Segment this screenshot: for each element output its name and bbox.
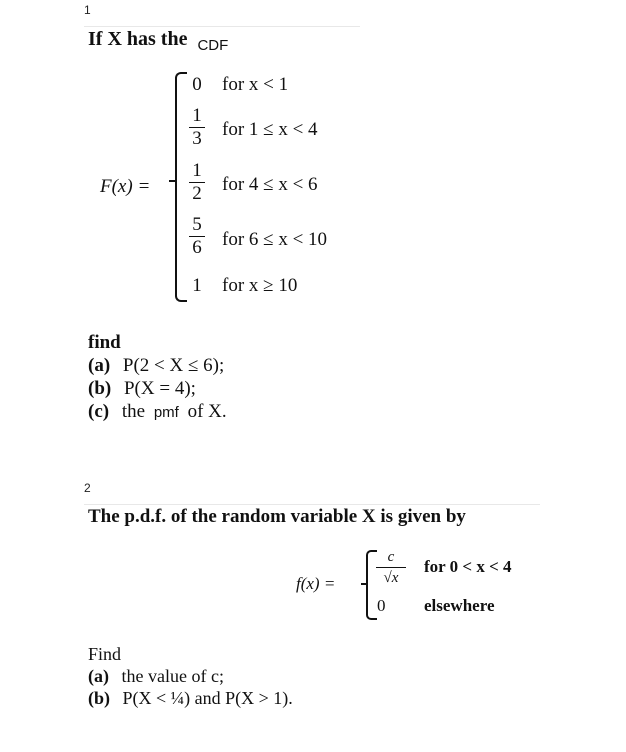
problem-2-part-a bbox=[88, 666, 224, 687]
part-a-text: P(2 < X ≤ 6); bbox=[122, 355, 225, 376]
problem-2-number: 2 bbox=[84, 481, 91, 495]
pdf-case-1-numerator: c bbox=[387, 549, 395, 565]
problem-1-intro-text: If X has the bbox=[88, 28, 188, 50]
problem-2-part-b bbox=[88, 688, 293, 709]
problem-1-part-c bbox=[88, 401, 227, 423]
p2-part-b-text: P(X < ¼) and P(X > 1). bbox=[122, 688, 293, 708]
cdf-case-4-fraction bbox=[186, 215, 208, 258]
cdf-case-4-condition: for 6 ≤ x < 10 bbox=[222, 229, 328, 250]
part-c-text-after: of X. bbox=[187, 401, 227, 422]
problem-2-intro: The p.d.f. of the random variable X is given by bbox=[88, 506, 466, 527]
part-b-text: P(X = 4); bbox=[123, 378, 196, 399]
p2-part-a-label: (a) bbox=[88, 666, 109, 686]
problem-1-intro bbox=[88, 28, 229, 54]
p2-part-b-label: (b) bbox=[88, 688, 110, 708]
problem-1-find-label: find bbox=[88, 332, 121, 353]
pdf-case-1-denominator: √x bbox=[383, 570, 399, 586]
part-b-label: (b) bbox=[88, 378, 112, 399]
part-c-text-before: the bbox=[121, 401, 146, 422]
cdf-case-3-condition: for 4 ≤ x < 6 bbox=[222, 174, 318, 195]
cdf-case-3-numerator: 1 bbox=[192, 160, 202, 181]
cdf-case-3-denominator: 2 bbox=[192, 183, 202, 204]
cdf-case-5-value: 1 bbox=[192, 275, 202, 296]
cdf-case-1-condition: for x < 1 bbox=[222, 74, 289, 95]
pdf-function-label: f(x) = bbox=[296, 574, 336, 593]
part-a-label: (a) bbox=[88, 355, 111, 376]
cdf-case-2-numerator: 1 bbox=[192, 105, 202, 126]
cdf-case-2-denominator: 3 bbox=[192, 128, 202, 149]
p2-part-a-text: the value of c; bbox=[121, 666, 224, 686]
cdf-function-label: F(x) = bbox=[100, 176, 151, 197]
cdf-case-3-fraction bbox=[186, 161, 208, 204]
problem-2-divider bbox=[84, 504, 540, 505]
pdf-case-1-fraction bbox=[376, 548, 406, 587]
problem-1-part-a bbox=[88, 355, 224, 377]
cdf-case-4-denominator: 6 bbox=[192, 237, 202, 258]
pdf-case-1-condition: for 0 < x < 4 bbox=[424, 557, 512, 576]
problem-1-number: 1 bbox=[84, 3, 91, 17]
pdf-case-2-value: 0 bbox=[377, 596, 386, 615]
cdf-case-1-value: 0 bbox=[192, 74, 202, 95]
cdf-case-5-condition: for x ≥ 10 bbox=[222, 275, 298, 296]
cdf-case-2-condition: for 1 ≤ x < 4 bbox=[222, 119, 318, 140]
cdf-case-4-numerator: 5 bbox=[192, 214, 202, 235]
part-c-label: (c) bbox=[88, 401, 110, 422]
cdf-case-2-fraction bbox=[186, 106, 208, 149]
problem-1-part-b bbox=[88, 378, 196, 400]
part-c-pmf-term: pmf bbox=[153, 404, 179, 421]
problem-1-divider bbox=[84, 26, 360, 27]
pdf-case-2-condition: elsewhere bbox=[424, 596, 495, 615]
problem-1-cdf-term: CDF bbox=[197, 37, 229, 54]
problem-2-find-label: Find bbox=[88, 644, 122, 664]
